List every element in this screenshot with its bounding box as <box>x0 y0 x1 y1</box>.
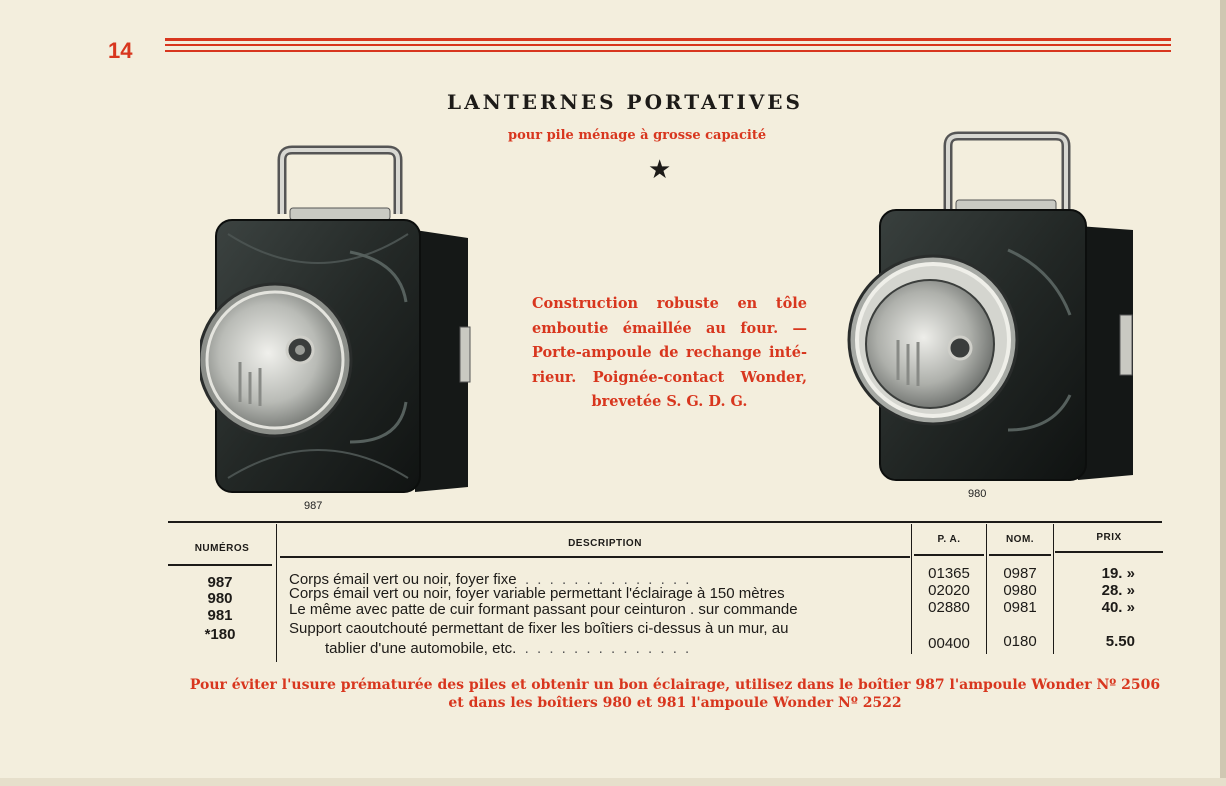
image-caption-987: 987 <box>304 500 323 512</box>
table-cell-nom: 0980 <box>1003 582 1037 599</box>
table-cell-prix: 28. » <box>1101 582 1135 599</box>
description-line: rieur. Poignée-contact Wonder, <box>532 368 807 386</box>
image-caption-980: 980 <box>968 488 987 500</box>
table-cell-numero: 980 <box>207 590 233 607</box>
table-cell-description-continued <box>325 640 691 657</box>
lantern-987-illustration <box>200 142 480 502</box>
star-ornament-icon: ★ <box>648 154 672 184</box>
header-nom: NOM. <box>1005 534 1035 545</box>
header-pa: P. A. <box>937 534 961 545</box>
page-subtitle: pour pile ménage à grosse capacité <box>508 128 767 143</box>
page-bottom-edge <box>0 778 1226 786</box>
table-cell-prix: 5.50 <box>1105 633 1135 650</box>
table-cell-numero: 981 <box>207 607 233 624</box>
table-cell-pa: 02880 <box>928 599 970 616</box>
table-header-rule <box>1055 551 1163 553</box>
product-description <box>532 292 807 415</box>
table-column-divider <box>986 524 987 654</box>
page-title: LANTERNES PORTATIVES <box>447 90 803 114</box>
table-cell-nom: 0180 <box>1003 633 1037 650</box>
table-top-rule <box>168 521 1162 523</box>
table-cell-nom: 0981 <box>1003 599 1037 616</box>
leader-dots: . . . . . . . . . . . . . . <box>524 571 692 588</box>
table-cell-nom: 0987 <box>1003 565 1037 582</box>
table-header-rule <box>914 554 984 556</box>
table-cell-description: Corps émail vert ou noir, foyer variable permettant l'éclairage à 150 mètres <box>289 585 785 602</box>
footer-note <box>160 676 1190 712</box>
lantern-980-illustration <box>838 130 1148 490</box>
header-rule-middle <box>165 44 1171 46</box>
table-cell-pa: 01365 <box>928 565 970 582</box>
table-cell-prix: 19. » <box>1101 565 1135 582</box>
table-cell-prix: 40. » <box>1101 599 1135 616</box>
description-line: emboutie émaillée au four. — <box>532 319 807 337</box>
table-header-rule <box>280 556 910 558</box>
table-cell-pa: 00400 <box>928 635 970 652</box>
table-cell-description: Support caoutchouté permettant de fixer les boîtiers ci-dessus à un mur, au <box>289 620 789 637</box>
header-prix: PRIX <box>1096 532 1122 543</box>
header-rule-top <box>165 38 1171 41</box>
leader-dots: . . . . . . . . . . . . . . <box>524 640 692 657</box>
header-rule-bottom <box>165 50 1171 52</box>
header-numeros: NUMÉROS <box>194 543 250 554</box>
table-cell-pa: 02020 <box>928 582 970 599</box>
header-description: DESCRIPTION <box>568 538 642 549</box>
footer-line: et dans les boîtiers 980 et 981 l'ampoule Wonder Nº 2522 <box>448 695 902 711</box>
page-edge <box>1220 0 1226 786</box>
description-text: Corps émail vert ou noir, foyer fixe <box>289 571 517 588</box>
description-line: Porte-ampoule de rechange inté- <box>532 344 807 361</box>
table-cell-numero: *180 <box>204 626 236 643</box>
description-line: Construction robuste en tôle <box>532 295 807 312</box>
table-header-rule <box>168 564 272 566</box>
table-header-rule <box>989 554 1051 556</box>
footer-line: Pour éviter l'usure prématurée des piles et obtenir un bon éclairage, utilisez dans le boîtier 987 l'ampoule Wonder Nº 2506 <box>189 677 1161 693</box>
description-line: brevetée S. G. D. G. <box>591 393 748 410</box>
table-cell-numero: 987 <box>207 574 233 591</box>
page-number: 14 <box>108 38 133 63</box>
table-cell-description: Le même avec patte de cuir formant passant pour ceinturon . sur commande <box>289 601 798 618</box>
description-text: tablier d'une automobile, etc. <box>325 640 517 657</box>
table-column-divider <box>1053 524 1054 654</box>
